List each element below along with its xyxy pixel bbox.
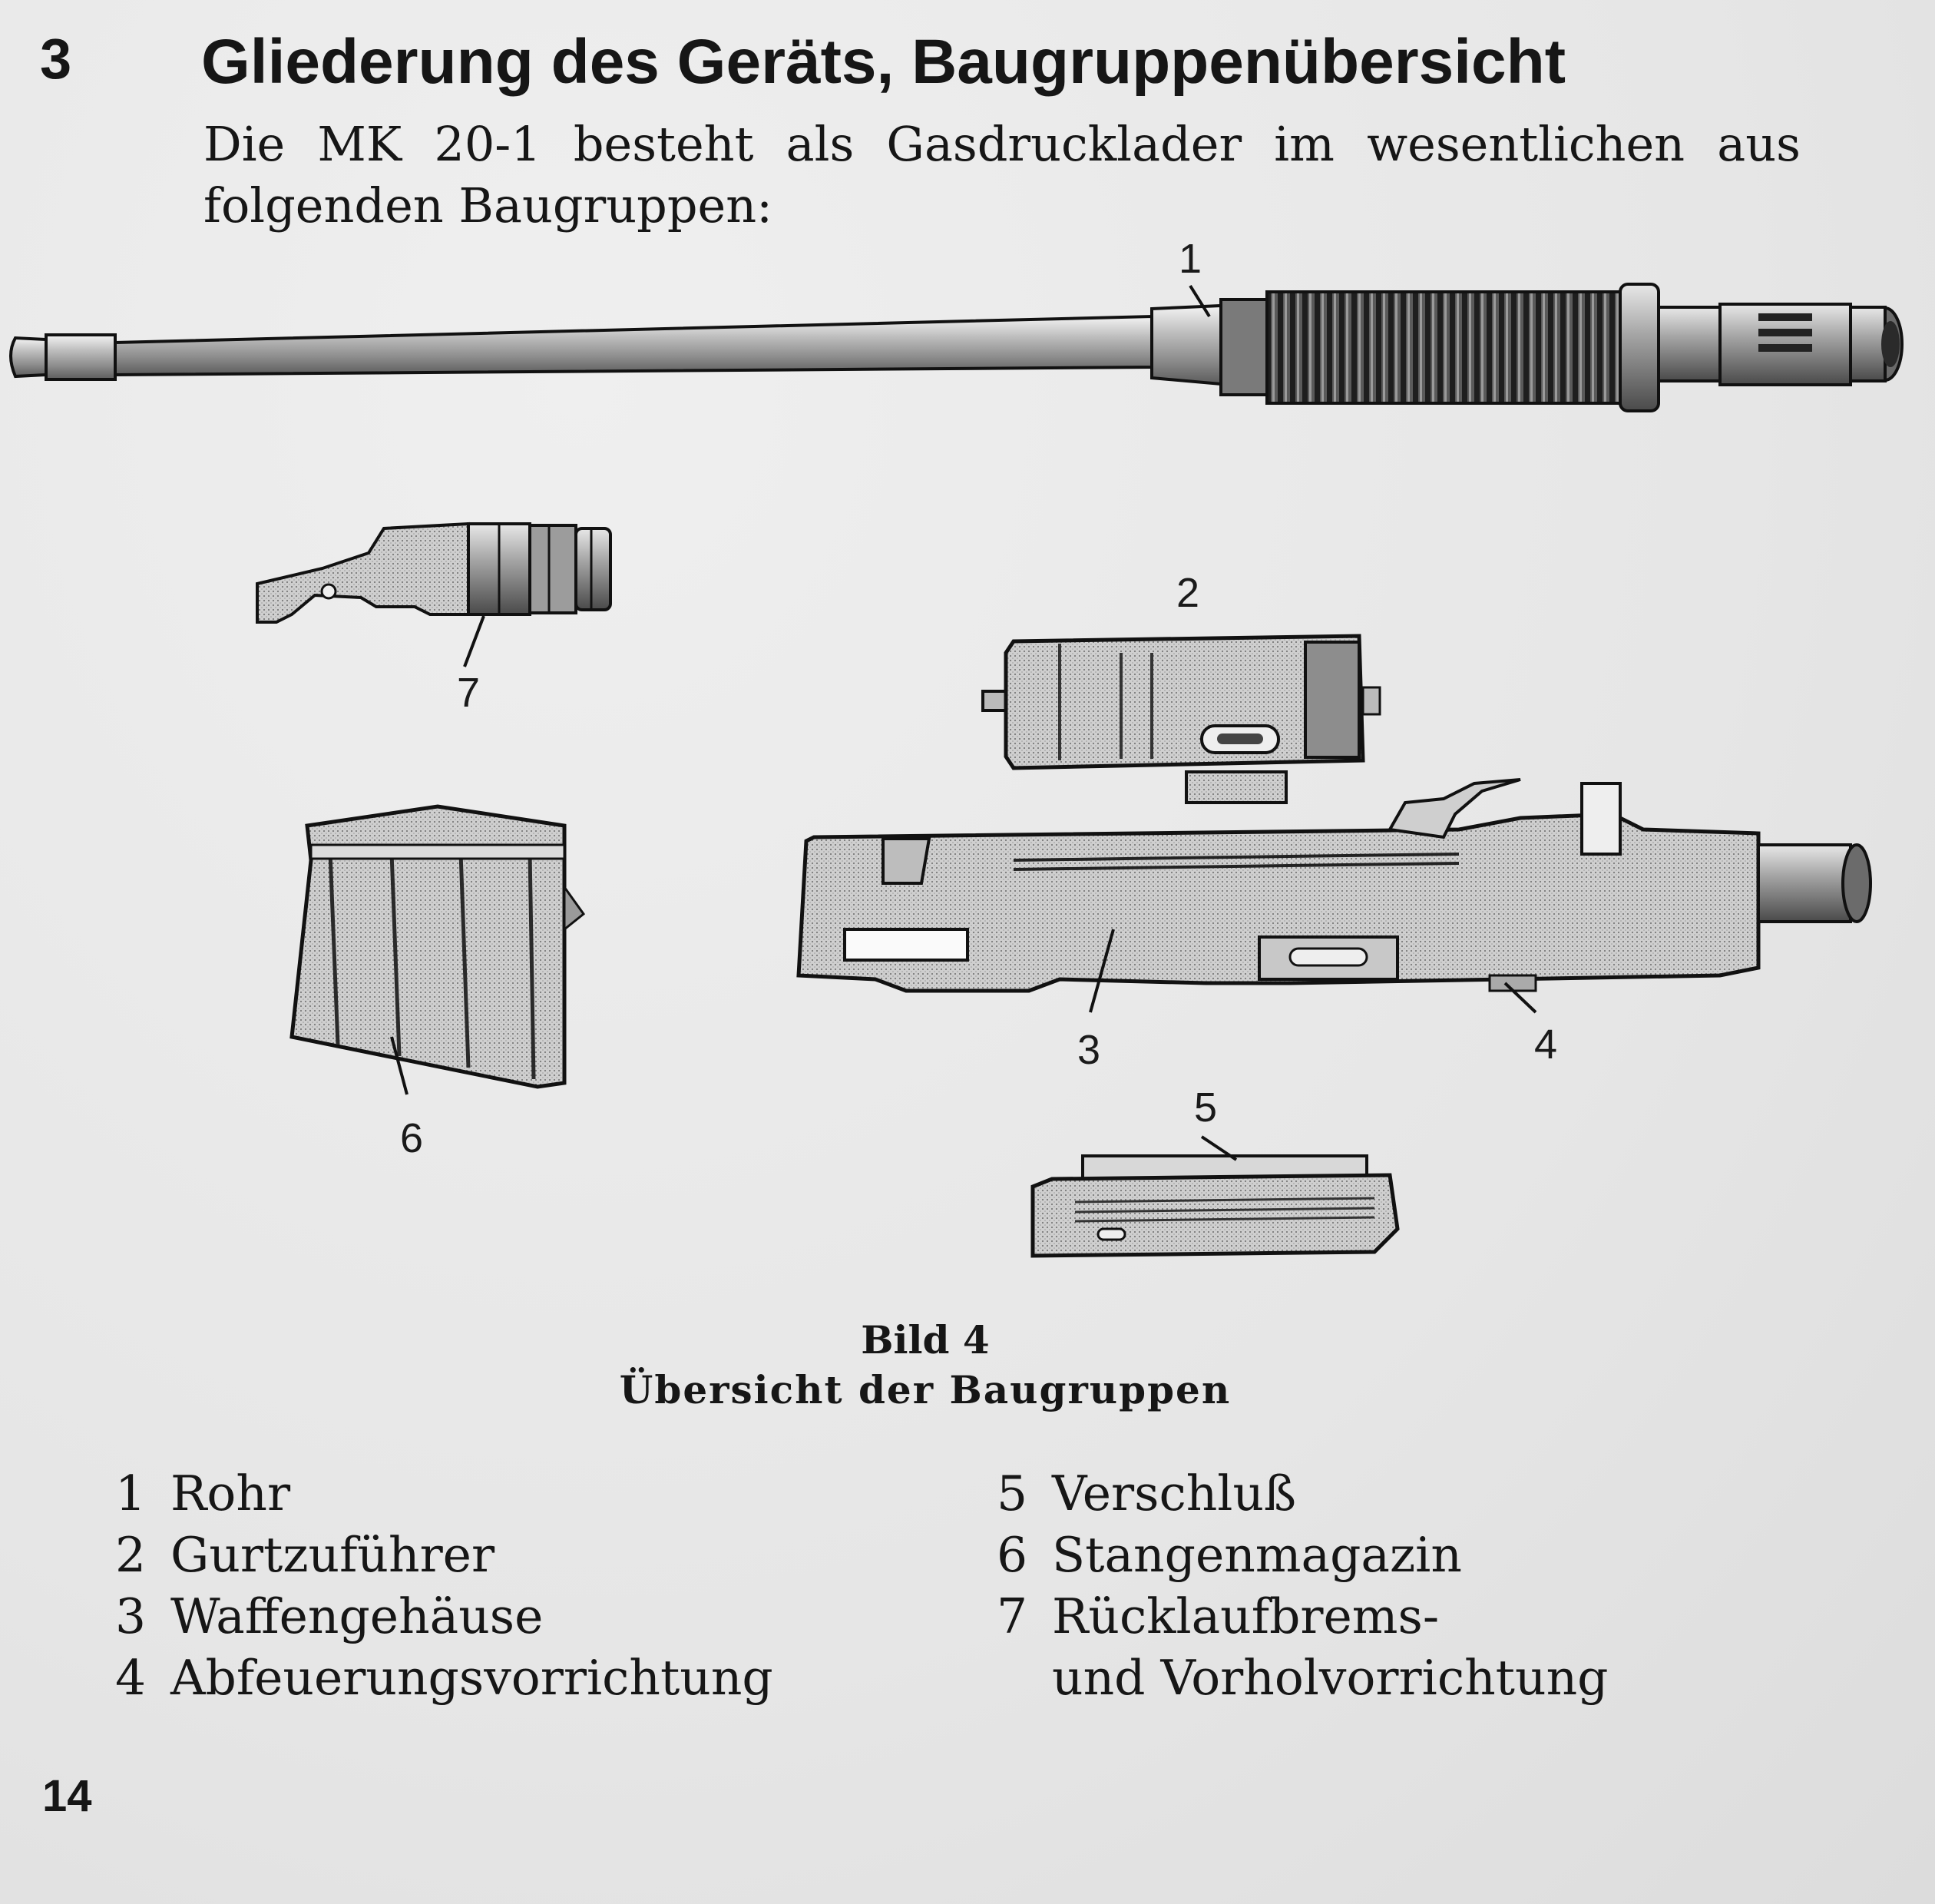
figure-title: Übersicht der Baugruppen bbox=[619, 1367, 1232, 1412]
weapon-housing-part bbox=[799, 780, 1871, 1012]
legend-number: 5 bbox=[997, 1465, 1028, 1522]
section-number: 3 bbox=[40, 27, 72, 91]
page-number: 14 bbox=[42, 1771, 92, 1821]
callout-4: 4 bbox=[1533, 1022, 1558, 1068]
magazine-part bbox=[292, 806, 584, 1094]
intro-paragraph: Die MK 20-1 besteht als Gasdrucklader im wesentlichen aus folgenden Baugruppen: bbox=[203, 116, 1801, 233]
legend-left-column bbox=[115, 1463, 773, 1709]
callout-3: 3 bbox=[1077, 1027, 1101, 1073]
belt-feeder-part bbox=[983, 636, 1380, 803]
legend-right-column bbox=[997, 1463, 1608, 1709]
callout-2: 2 bbox=[1176, 570, 1200, 616]
legend-text: Gurtzuführer bbox=[170, 1527, 495, 1583]
callout-6: 6 bbox=[399, 1115, 424, 1161]
legend-item bbox=[997, 1586, 1608, 1647]
legend-item bbox=[115, 1647, 773, 1709]
barrel-part bbox=[11, 284, 1902, 411]
legend-item bbox=[997, 1463, 1608, 1525]
breech-part bbox=[1033, 1137, 1398, 1256]
legend-text: Waffengehäuse bbox=[170, 1588, 544, 1644]
callout-7: 7 bbox=[456, 670, 481, 716]
assembly-overview-figure bbox=[0, 230, 1935, 1290]
legend-number: 2 bbox=[115, 1527, 147, 1583]
section-title: Gliederung des Geräts, Baugruppenübersicht bbox=[201, 27, 1566, 97]
callout-5: 5 bbox=[1193, 1084, 1218, 1131]
callout-1: 1 bbox=[1178, 236, 1202, 282]
legend-text: Abfeuerungsvorrichtung bbox=[170, 1650, 773, 1706]
recoil-brake-part bbox=[257, 524, 610, 667]
legend-text: Verschluß bbox=[1052, 1465, 1297, 1522]
legend-text: Rücklaufbrems- bbox=[1052, 1588, 1440, 1644]
legend-item bbox=[115, 1463, 773, 1525]
legend-number: 6 bbox=[997, 1527, 1028, 1583]
legend-number: 4 bbox=[115, 1650, 147, 1706]
legend-item bbox=[997, 1525, 1608, 1586]
legend-item-continuation: und Vorholvorrichtung bbox=[1052, 1650, 1609, 1706]
figure-label: Bild 4 bbox=[861, 1317, 990, 1363]
legend-text: Stangenmagazin bbox=[1052, 1527, 1462, 1583]
legend-item bbox=[115, 1586, 773, 1647]
legend-item bbox=[115, 1525, 773, 1586]
legend-text: Rohr bbox=[170, 1465, 291, 1522]
legend-number: 1 bbox=[115, 1465, 147, 1522]
legend-number: 7 bbox=[997, 1588, 1028, 1644]
legend-number: 3 bbox=[115, 1588, 147, 1644]
